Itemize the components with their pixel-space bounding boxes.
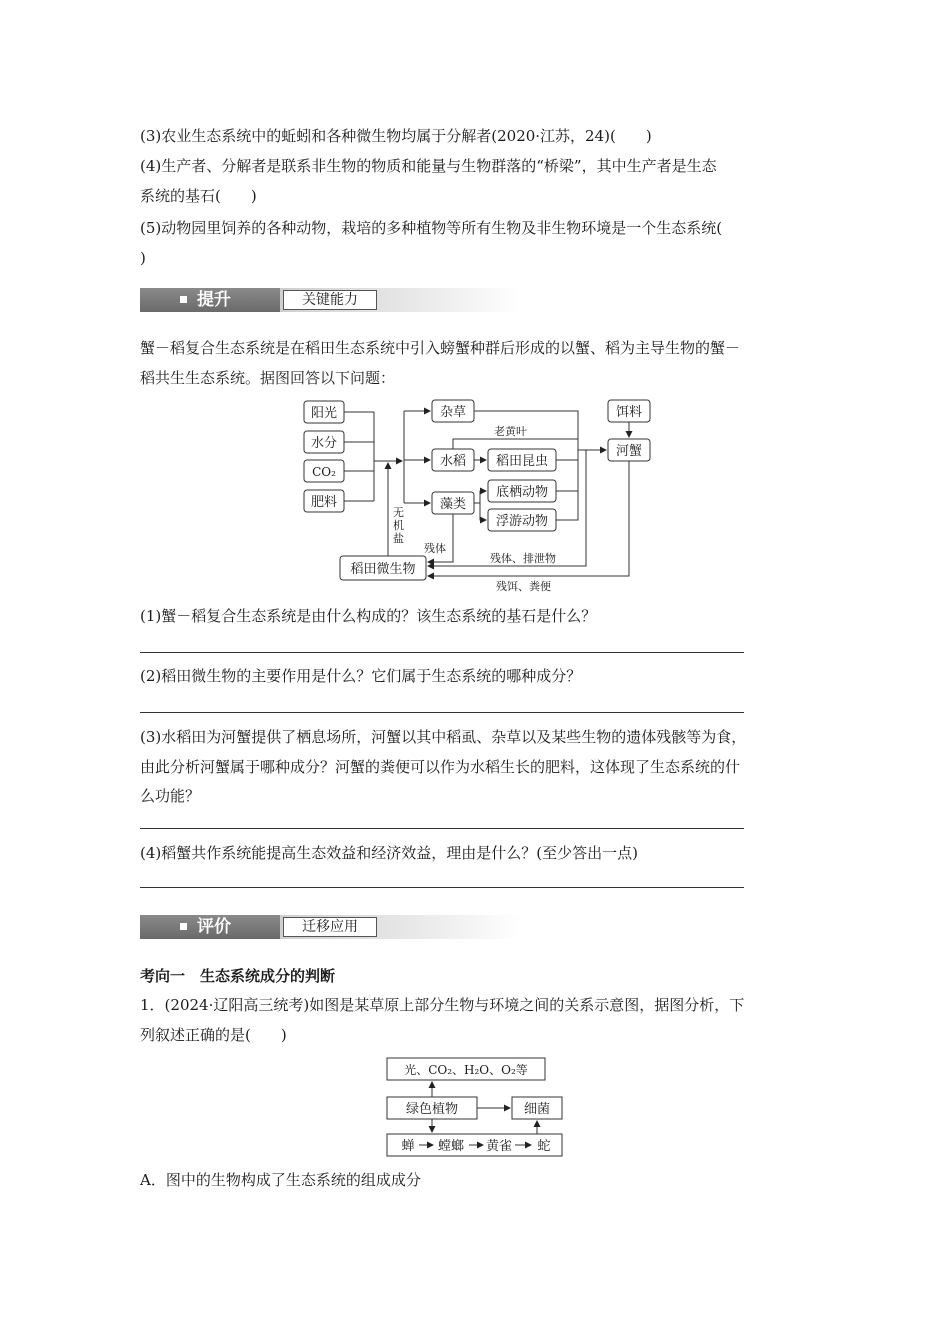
answer-line-3[interactable] xyxy=(140,828,744,829)
chain-snake: 蛇 xyxy=(537,1139,551,1154)
input-fertilizer: 肥料 xyxy=(310,495,338,510)
node-crab: 河蟹 xyxy=(615,444,643,459)
node-benthic: 底栖动物 xyxy=(495,485,549,500)
statement-5: (5)动物园里饲养的各种动物，栽培的多种植物等所有生物及非生物环境是一个生态系统( xyxy=(140,219,723,237)
statement-4: (4)生产者、分解者是联系非生物的物质和能量与生物群落的“桥梁”，其中生产者是生态 xyxy=(140,157,717,175)
answer-line-4[interactable] xyxy=(140,887,744,888)
question-3-cont: 由此分析河蟹属于哪种成分？河蟹的粪便可以作为水稻生长的肥料，这体现了生态系统的什 xyxy=(140,758,741,776)
chain-cicada: 蝉 xyxy=(401,1139,415,1154)
env-factors: 光、CO₂、H₂O、O₂等 xyxy=(404,1063,528,1077)
node-feed: 饵料 xyxy=(615,405,643,420)
node-plankton: 浮游动物 xyxy=(495,514,549,529)
chain-oriole: 黄雀 xyxy=(485,1139,513,1154)
square-icon xyxy=(180,923,187,930)
label-bait-feces: 残饵、粪便 xyxy=(496,580,551,593)
label-mineral-3: 盐 xyxy=(393,532,404,545)
node-insect: 稻田昆虫 xyxy=(495,454,549,469)
option-a[interactable]: A．图中的生物构成了生态系统的组成成分 xyxy=(140,1171,421,1189)
section-banner-ability xyxy=(140,283,520,317)
label-old-leaf: 老黄叶 xyxy=(494,425,527,438)
square-icon xyxy=(180,296,187,303)
input-sunlight: 阳光 xyxy=(310,406,338,421)
banner-tag: 关键能力 xyxy=(283,290,377,310)
statement-5-cont: ) xyxy=(140,249,146,267)
banner-tag: 迁移应用 xyxy=(283,917,377,937)
intro-line-1: 蟹－稻复合生态系统是在稻田生态系统中引入螃蟹种群后形成的以蟹、稻为主导生物的蟹－ xyxy=(140,339,741,357)
chain-mantis: 螳螂 xyxy=(437,1139,465,1154)
node-weed: 杂草 xyxy=(439,405,467,420)
banner-title: 提升 xyxy=(197,290,231,310)
label-mineral-1: 无 xyxy=(393,506,404,519)
node-green-plant: 绿色植物 xyxy=(405,1102,459,1117)
q1-line-1: 1．(2024·辽阳高三统考)如图是某草原上部分生物与环境之间的关系示意图，据图分析，下 xyxy=(140,996,745,1014)
section-banner-evaluation xyxy=(140,910,520,944)
q1-line-2: 列叙述正确的是( ) xyxy=(140,1026,287,1044)
label-residue-excreta: 残体、排泄物 xyxy=(490,552,556,565)
question-3-cont2: 么功能？ xyxy=(140,787,201,805)
question-2: (2)稻田微生物的主要作用是什么？它们属于生态系统的哪种成分？ xyxy=(140,667,582,685)
answer-line-1[interactable] xyxy=(140,652,744,653)
section-title: 考向一 生态系统成分的判断 xyxy=(140,967,336,985)
node-bacteria: 细菌 xyxy=(523,1102,551,1117)
intro-line-2: 稻共生生态系统。据图回答以下问题： xyxy=(140,369,396,387)
question-4: (4)稻蟹共作系统能提高生态效益和经济效益，理由是什么？(至少答出一点) xyxy=(140,844,638,862)
input-co2: CO₂ xyxy=(312,465,336,479)
answer-line-2[interactable] xyxy=(140,712,744,713)
crab-rice-diagram xyxy=(296,396,658,596)
node-microbe: 稻田微生物 xyxy=(350,562,416,577)
statement-4-cont: 系统的基石( ) xyxy=(140,187,257,205)
question-3: (3)水稻田为河蟹提供了栖息场所，河蟹以其中稻虱、杂草以及某些生物的遗体残骸等为食， xyxy=(140,728,747,746)
input-water: 水分 xyxy=(310,436,338,451)
node-algae: 藻类 xyxy=(439,497,467,512)
statement-3: (3)农业生态系统中的蚯蚓和各种微生物均属于分解者(2020·江苏，24)( ) xyxy=(140,127,652,145)
grassland-diagram xyxy=(384,1054,566,1160)
banner-title: 评价 xyxy=(197,917,231,937)
label-mineral-2: 机 xyxy=(393,519,404,532)
node-rice: 水稻 xyxy=(439,454,467,469)
label-residue: 残体 xyxy=(424,542,446,555)
question-1: (1)蟹－稻复合生态系统是由什么构成的？该生态系统的基石是什么？ xyxy=(140,607,597,625)
